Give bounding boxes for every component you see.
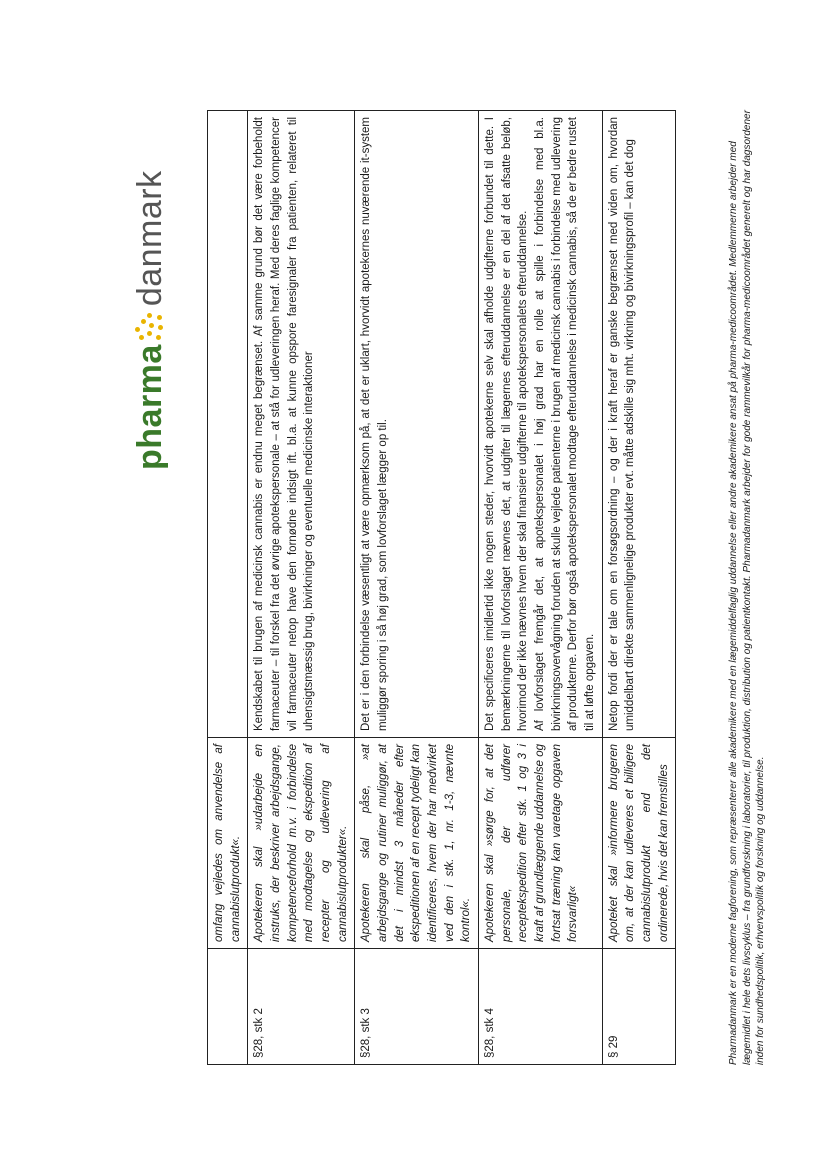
table-row [355,111,479,1065]
comment-cell: Det er i den forbindelse væsentligt at være opmærksom på, at det er uklart, hvorvidt apotekernes nuværende it-system muliggør sporing i så høj grad, som lovforslaget lægger op til. [355,111,479,738]
requirement-cell: Apotekeren skal »udarbejde en instruks, der beskriver arbejdsgange, kompetenceforhold m.v. i forbindelse med modtagelse og ekspedition af recepter og udlevering af cannabislutprodukter«. [248,738,355,949]
table-row [248,111,355,1065]
comment-cell: Netop fordi der er tale om en forsøgsordning – og der i kraft heraf er ganske begrænset med viden om, hvordan umiddelbart direkte sammenlignelige produkter evt. måtte adskille sig mht. virkning og bivirkningsprofil – kan det dog [602,111,676,738]
consultation-table [207,110,676,1065]
section-cell [208,949,248,1065]
requirement-cell: Apotekeren skal »sørge for, at det personale, der udfører receptekspedition efter stk. 1 og 3 i kraft af grundlæggende uddannelse og fortsat træning kan varetage opgaven forsvarligt« [479,738,603,949]
table-row [208,111,248,1065]
logo-dots-icon [135,308,165,342]
requirement-cell: Apotekeren skal påse, »at arbejdsgange og rutiner muliggør, at det i mindst 3 måneder efter ekspeditionen af en recept tydeligt kan identificeres, hvem der har medvirket ved den i stk. 1, nr. 1-3, nævnte kontrol«. [355,738,479,949]
comment-cell [479,111,603,738]
comment-paragraph: Af lovforslaget fremgår det, at apotekspersonalet i høj grad har en rolle at spille i forbindelse med bl.a. bivirkningsovervågning foruden at skulle vejlede patienterne i brugen af medicinsk cannabis i forbindelse med udlevering af produkterne. Derfor bør også apotekspersonalet modtage efteruddannelse i medicinsk cannabis, så de er bedre rustet til at løfte opgaven. [534,117,597,731]
pharmadanmark-logo [110,110,190,470]
rotated-page [110,100,795,1065]
comment-cell [208,111,248,738]
section-cell: §28, stk 2 [248,949,355,1065]
table-row [479,111,603,1065]
requirement-cell: omfang vejledes om anvendelse af cannabislutprodukt«. [208,738,248,949]
footer-note: Pharmadanmark er en moderne fagforening, som repræsenterer alle akademikere med en lægemiddelfaglig uddannelse eller andre akademikere ansat på pharma-medicoområdet. Medlemmerne arbejder med lægemidlet i hele dets livscyklus – fra grundforskning i laboratorier, til produktion, distribution og patientkontakt. Pharmadanmark arbejder for gode rammevilkår for pharma-medicoområdet generelt og har dagsordener inden for sundhedspolitik, erhvervspolitik og forskning og uddannelse. [728,110,766,1065]
logo-text-pharma: pharma [130,344,169,470]
logo-text-danmark: danmark [130,170,169,307]
section-cell: § 29 [602,949,676,1065]
section-cell: §28, stk 3 [355,949,479,1065]
comment-paragraph: Det specificeres imidlertid ikke nogen steder, hvorvidt apotekerne selv skal afholde udgifterne forbundet til dette. I bemærkningerne til lovforslaget nævnes det, at udgifter til lægernes efteruddannelse er en del af det afsatte beløb, hvorimod der ikke nævnes hvem der skal finansiere udgifterne til apotekspersonalets efteruddannelse. [484,117,530,731]
table-row [602,111,676,1065]
comment-cell: Kendskabet til brugen af medicinsk cannabis er endnu meget begrænset. Af samme grund bør det være forbeholdt farmaceuter – til forskel fra det øvrige apotekspersonale – at stå for udleveringen heraf. Med deres faglige kompetencer vil farmaceuter netop have den fornødne indsigt ift. bl.a. at kunne opspore faresignaler fra patienten, relateret til uhensigtsmæssig brug, bivirkninger og eventuelle medicinske interaktioner [248,111,355,738]
requirement-cell: Apoteket skal »informere brugeren om, at der kan udleveres et billigere cannabislutprodukt end det ordinerede, hvis det kan fremstilles [602,738,676,949]
section-cell: §28, stk 4 [479,949,603,1065]
